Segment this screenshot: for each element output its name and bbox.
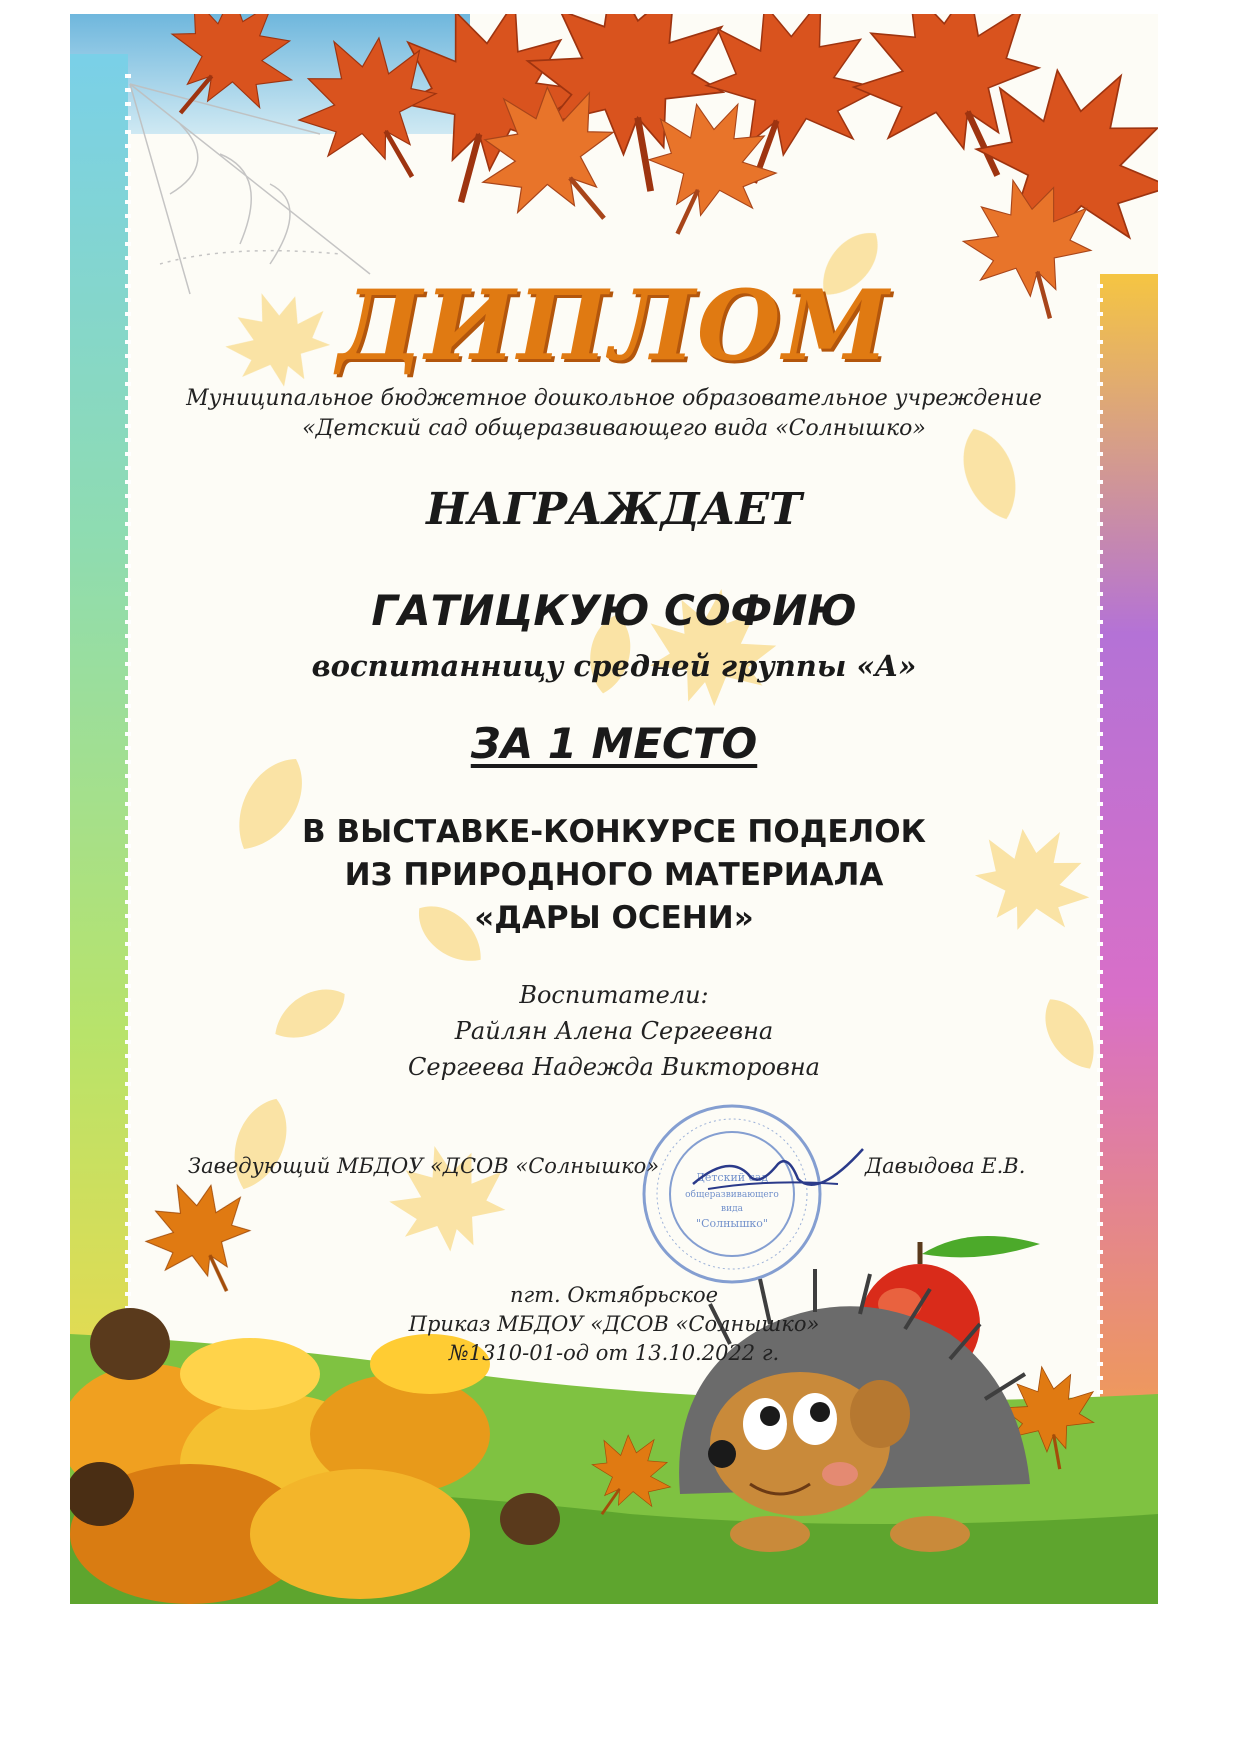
diploma-title: ДИПЛОМ	[337, 269, 891, 382]
contest-line-2: ИЗ ПРИРОДНОГО МАТЕРИАЛА	[344, 857, 884, 893]
footer-order: Приказ МБДОУ «ДСОВ «Солнышко»	[408, 1312, 820, 1336]
svg-text:"Солнышко": "Солнышко"	[696, 1217, 768, 1230]
educator-name-1: Райлян Алена Сергеевна	[454, 1017, 774, 1045]
diploma-sheet	[70, 14, 1158, 1604]
footer-order-number: №1310-01-од от 13.10.2022 г.	[448, 1341, 780, 1365]
signature	[688, 1144, 868, 1204]
svg-text:общеразвивающего: общеразвивающего	[685, 1190, 779, 1200]
contest-line-3: «ДАРЫ ОСЕНИ»	[474, 900, 754, 936]
place-award: ЗА 1 МЕСТО	[470, 719, 758, 768]
awards-heading: НАГРАЖДАЕТ	[426, 484, 802, 535]
recipient-name: ГАТИЦКУЮ СОФИЮ	[371, 586, 857, 635]
educators-label: Воспитатели:	[519, 981, 709, 1009]
footer-location: пгт. Октябрьское	[509, 1283, 719, 1307]
head-name: Давыдова Е.В.	[865, 1154, 1026, 1178]
recipient-description: воспитанницу средней группы «А»	[311, 649, 917, 683]
organization-line-2: «Детский сад общеразвивающего вида «Солнышко»	[302, 416, 926, 441]
contest-line-1: В ВЫСТАВКЕ-КОНКУРСЕ ПОДЕЛОК	[302, 814, 926, 850]
educator-name-2: Сергеева Надежда Викторовна	[408, 1053, 820, 1081]
organization-line-1: Муниципальное бюджетное дошкольное образовательное учреждение	[186, 386, 1042, 411]
autumn-frame-illustration	[70, 14, 1158, 1604]
svg-text:Детский сад: Детский сад	[695, 1171, 769, 1184]
svg-text:вида: вида	[721, 1204, 743, 1214]
head-label: Заведующий МБДОУ «ДСОВ «Солнышко»	[188, 1154, 660, 1178]
